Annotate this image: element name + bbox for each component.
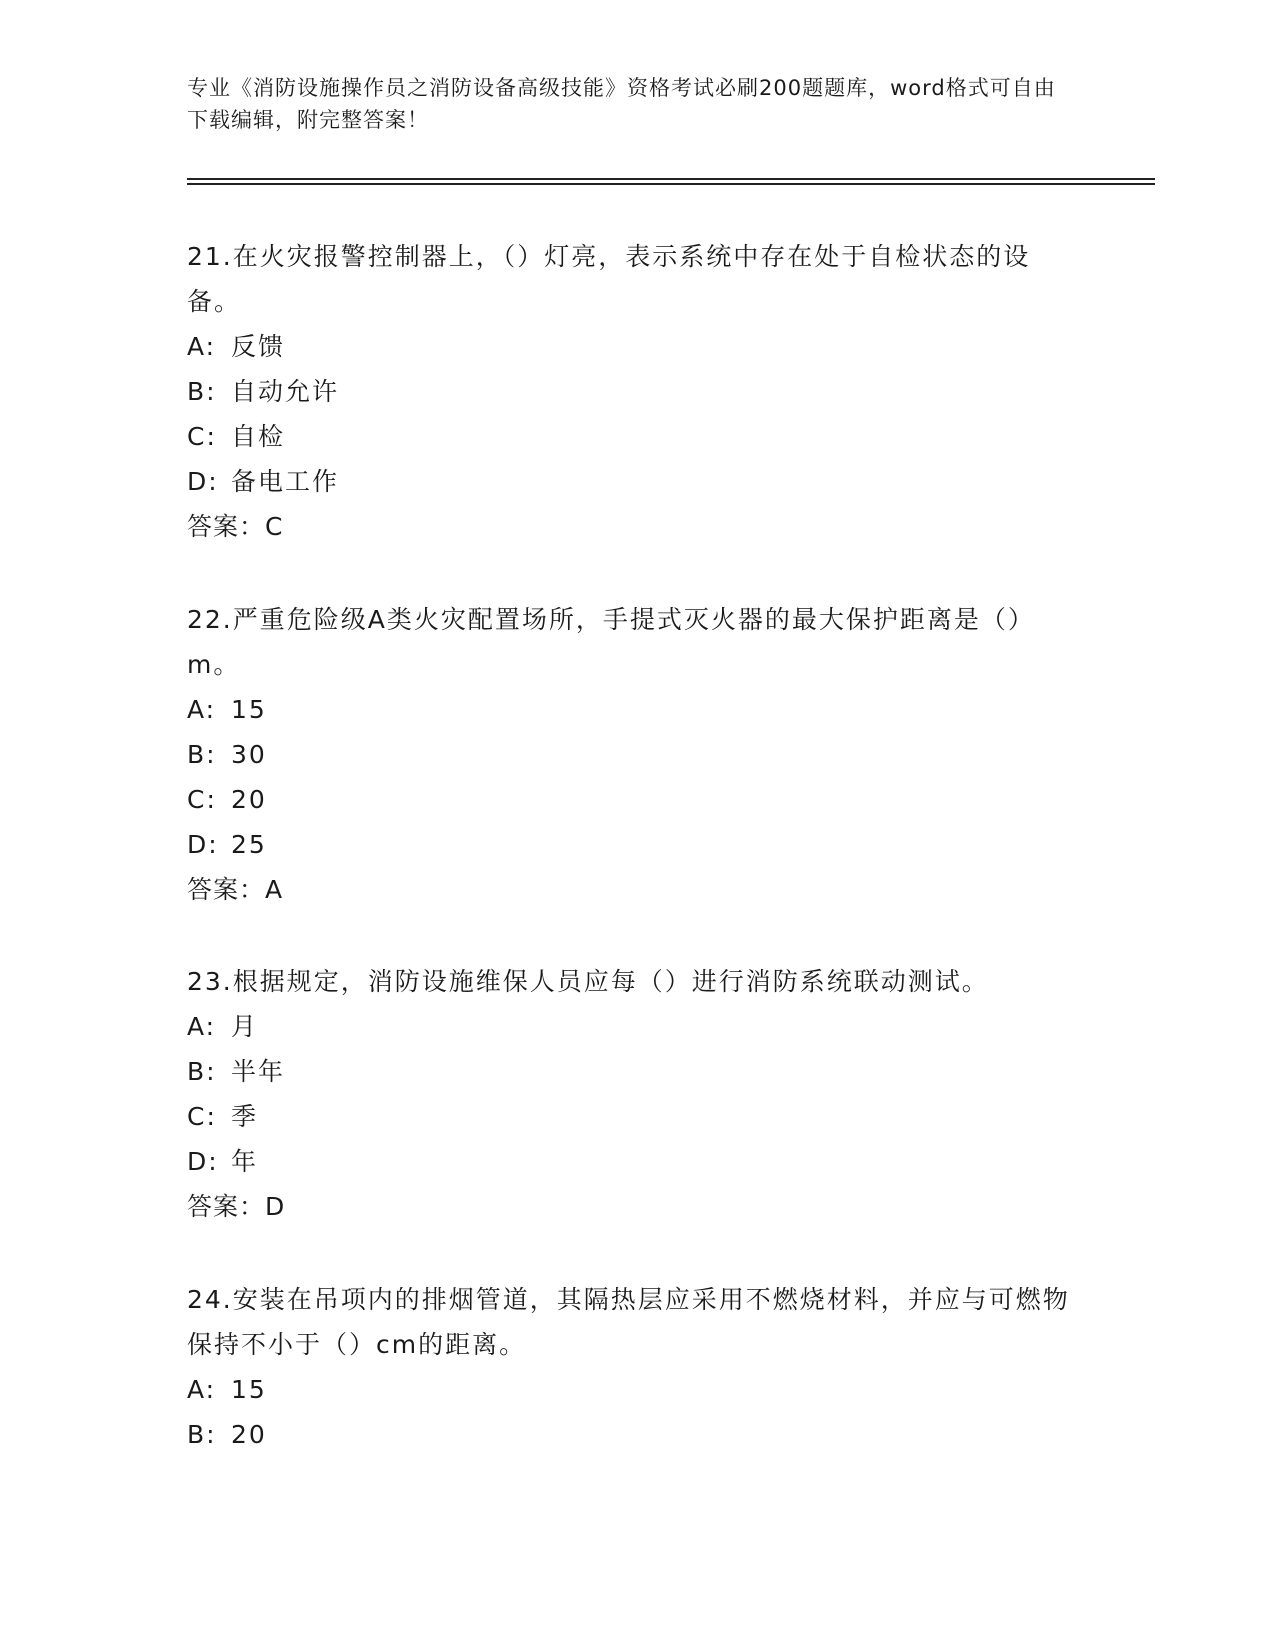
option-b bbox=[187, 1412, 1077, 1457]
option-text: 年 bbox=[231, 1147, 259, 1176]
option-a bbox=[187, 1367, 1077, 1412]
option-b bbox=[187, 732, 1077, 777]
option-a bbox=[187, 1004, 1077, 1049]
option-letter: A: bbox=[187, 332, 217, 361]
option-d bbox=[187, 459, 1077, 504]
option-letter: A: bbox=[187, 1375, 217, 1404]
option-letter: D: bbox=[187, 1147, 219, 1176]
option-a bbox=[187, 687, 1077, 732]
answer-line: 答案：C bbox=[187, 512, 284, 541]
option-text: 反馈 bbox=[231, 332, 286, 361]
option-text: 季 bbox=[231, 1102, 259, 1131]
question-stem: 21.在火灾报警控制器上，（）灯亮，表示系统中存在处于自检状态的设备。 bbox=[187, 242, 1031, 316]
question-stem: 24.安装在吊项内的排烟管道，其隔热层应采用不燃烧材料，并应与可燃物保持不小于（）cm的距离。 bbox=[187, 1285, 1070, 1359]
answer-line: 答案：D bbox=[187, 1192, 286, 1221]
option-letter: B: bbox=[187, 377, 217, 406]
option-a bbox=[187, 324, 1077, 369]
option-text: 20 bbox=[231, 1420, 267, 1449]
option-letter: A: bbox=[187, 1012, 217, 1041]
option-text: 15 bbox=[231, 1375, 267, 1404]
option-letter: C: bbox=[187, 422, 217, 451]
option-letter: D: bbox=[187, 467, 219, 496]
option-d bbox=[187, 822, 1077, 867]
question-22 bbox=[187, 597, 1077, 912]
question-23 bbox=[187, 959, 1077, 1229]
option-letter: C: bbox=[187, 785, 217, 814]
option-text: 自检 bbox=[231, 422, 286, 451]
option-letter: B: bbox=[187, 1420, 217, 1449]
question-21 bbox=[187, 234, 1077, 549]
document-header: 专业《消防设施操作员之消防设备高级技能》资格考试必刷200题题库，word格式可自由下载编辑，附完整答案！ bbox=[187, 76, 1056, 132]
option-b bbox=[187, 1049, 1077, 1094]
option-b bbox=[187, 369, 1077, 414]
option-letter: C: bbox=[187, 1102, 217, 1131]
option-letter: D: bbox=[187, 830, 219, 859]
option-letter: B: bbox=[187, 740, 217, 769]
option-text: 自动允许 bbox=[231, 377, 340, 406]
option-d bbox=[187, 1139, 1077, 1184]
option-text: 30 bbox=[231, 740, 267, 769]
option-text: 15 bbox=[231, 695, 267, 724]
option-c bbox=[187, 1094, 1077, 1139]
option-text: 20 bbox=[231, 785, 267, 814]
option-c bbox=[187, 414, 1077, 459]
option-letter: B: bbox=[187, 1057, 217, 1086]
option-text: 半年 bbox=[231, 1057, 286, 1086]
header-divider-top bbox=[187, 178, 1155, 180]
question-24 bbox=[187, 1277, 1077, 1457]
option-letter: A: bbox=[187, 695, 217, 724]
option-text: 月 bbox=[231, 1012, 259, 1041]
header-divider-bottom bbox=[187, 183, 1155, 185]
answer-line: 答案：A bbox=[187, 875, 284, 904]
option-text: 25 bbox=[231, 830, 267, 859]
question-stem: 23.根据规定，消防设施维保人员应每（）进行消防系统联动测试。 bbox=[187, 967, 989, 996]
question-stem: 22.严重危险级A类火灾配置场所，手提式灭火器的最大保护距离是（）m。 bbox=[187, 605, 1035, 679]
option-text: 备电工作 bbox=[231, 467, 340, 496]
option-c bbox=[187, 777, 1077, 822]
